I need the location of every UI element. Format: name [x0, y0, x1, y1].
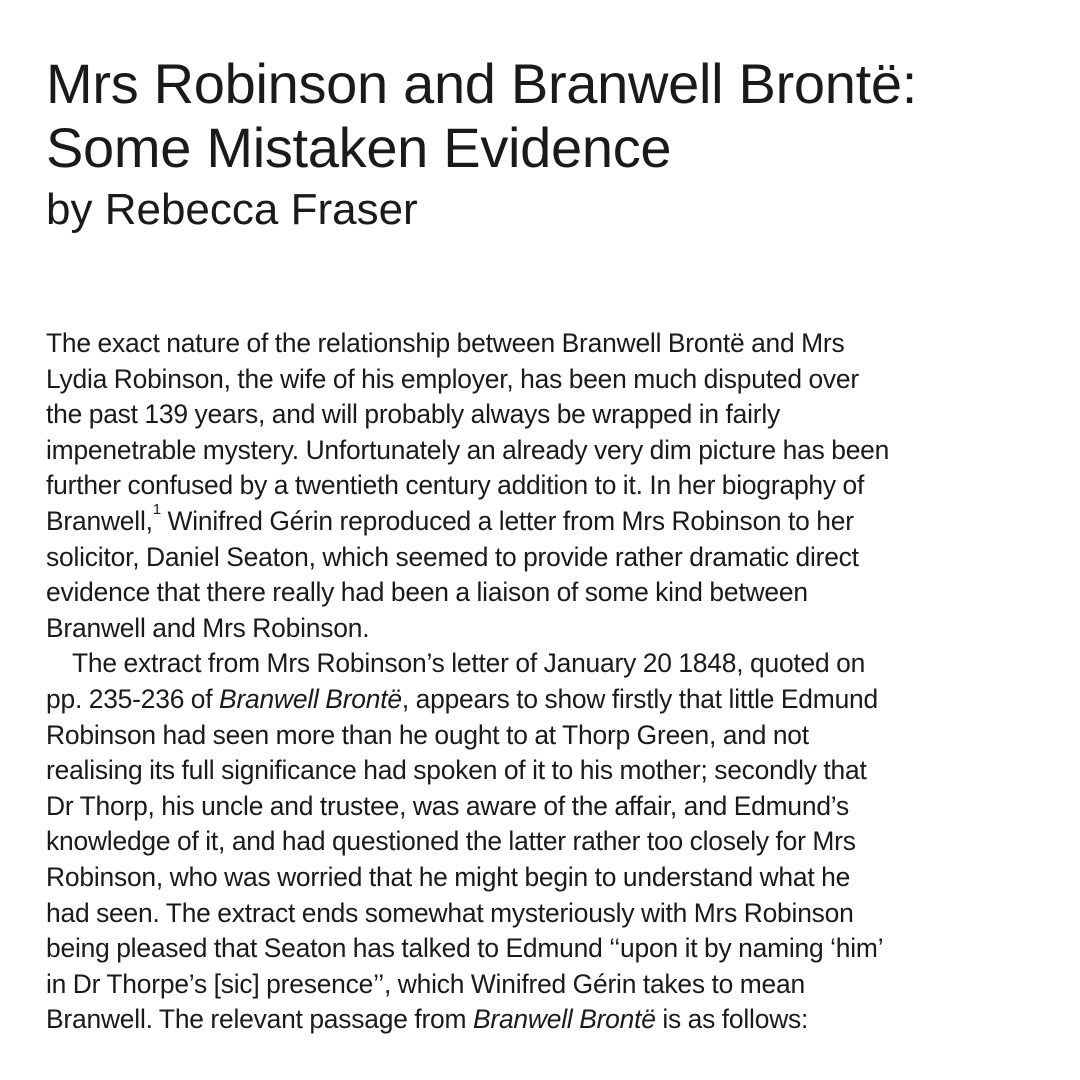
book-title: Branwell Brontë	[219, 683, 402, 714]
text-line: further confused by a twentieth century addition to it. In her biography of	[46, 470, 865, 501]
text-line: Branwell and Mrs Robinson.	[46, 612, 370, 643]
text-line: knowledge of it, and had questioned the latter rather too closely for Mrs	[46, 826, 856, 857]
text-segment: Branwell. The relevant passage from	[46, 1004, 473, 1035]
text-line: realising its full significance had spoken of it to his mother; secondly that	[46, 755, 867, 786]
text-line: in Dr Thorpe’s [sic] presence’’, which Winifred Gérin takes to mean	[46, 968, 805, 999]
title-line-1: Mrs Robinson and Branwell Brontë:	[46, 52, 917, 115]
text-line: Robinson, who was worried that he might begin to understand what he	[46, 861, 851, 892]
text-line: solicitor, Daniel Seaton, which seemed to provide rather dramatic direct	[46, 541, 859, 572]
footnote-reference: 1	[152, 500, 161, 518]
text-segment: Branwell,	[46, 505, 153, 536]
text-segment: pp. 235-236 of	[46, 683, 220, 714]
title-line-2: Some Mistaken Evidence	[46, 116, 672, 179]
text-line: Robinson had seen more than he ought to at Thorp Green, and not	[46, 719, 809, 750]
text-line: Lydia Robinson, the wife of his employer, has been much disputed over	[46, 363, 859, 394]
text-line	[46, 1002, 1050, 1038]
text-line: The extract from Mrs Robinson’s letter of January 20 1848, quoted on	[72, 648, 866, 679]
article-body	[46, 326, 1050, 1038]
text-segment: Winifred Gérin reproduced a letter from Mrs Robinson to her	[160, 505, 854, 536]
text-segment: is as follows:	[655, 1004, 809, 1035]
text-line: evidence that there really had been a liaison of some kind between	[46, 577, 808, 608]
text-line: being pleased that Seaton has talked to Edmund ‘‘upon it by naming ‘him’	[46, 933, 884, 964]
text-segment: , appears to show firstly that little Edmund	[401, 683, 879, 714]
text-line: The exact nature of the relationship between Branwell Brontë and Mrs	[46, 328, 845, 358]
article-title	[46, 52, 1050, 180]
book-title: Branwell Brontë	[472, 1004, 656, 1035]
text-line: Dr Thorp, his uncle and trustee, was aware of the affair, and Edmund’s	[46, 790, 849, 821]
text-line: had seen. The extract ends somewhat mysteriously with Mrs Robinson	[46, 897, 854, 928]
text-line: impenetrable mystery. Unfortunately an already very dim picture has been	[46, 434, 890, 465]
text-line: the past 139 years, and will probably always be wrapped in fairly	[46, 399, 781, 430]
author-byline: by Rebecca Fraser	[46, 185, 418, 234]
text-line	[46, 500, 1050, 540]
text-line	[46, 682, 1050, 718]
